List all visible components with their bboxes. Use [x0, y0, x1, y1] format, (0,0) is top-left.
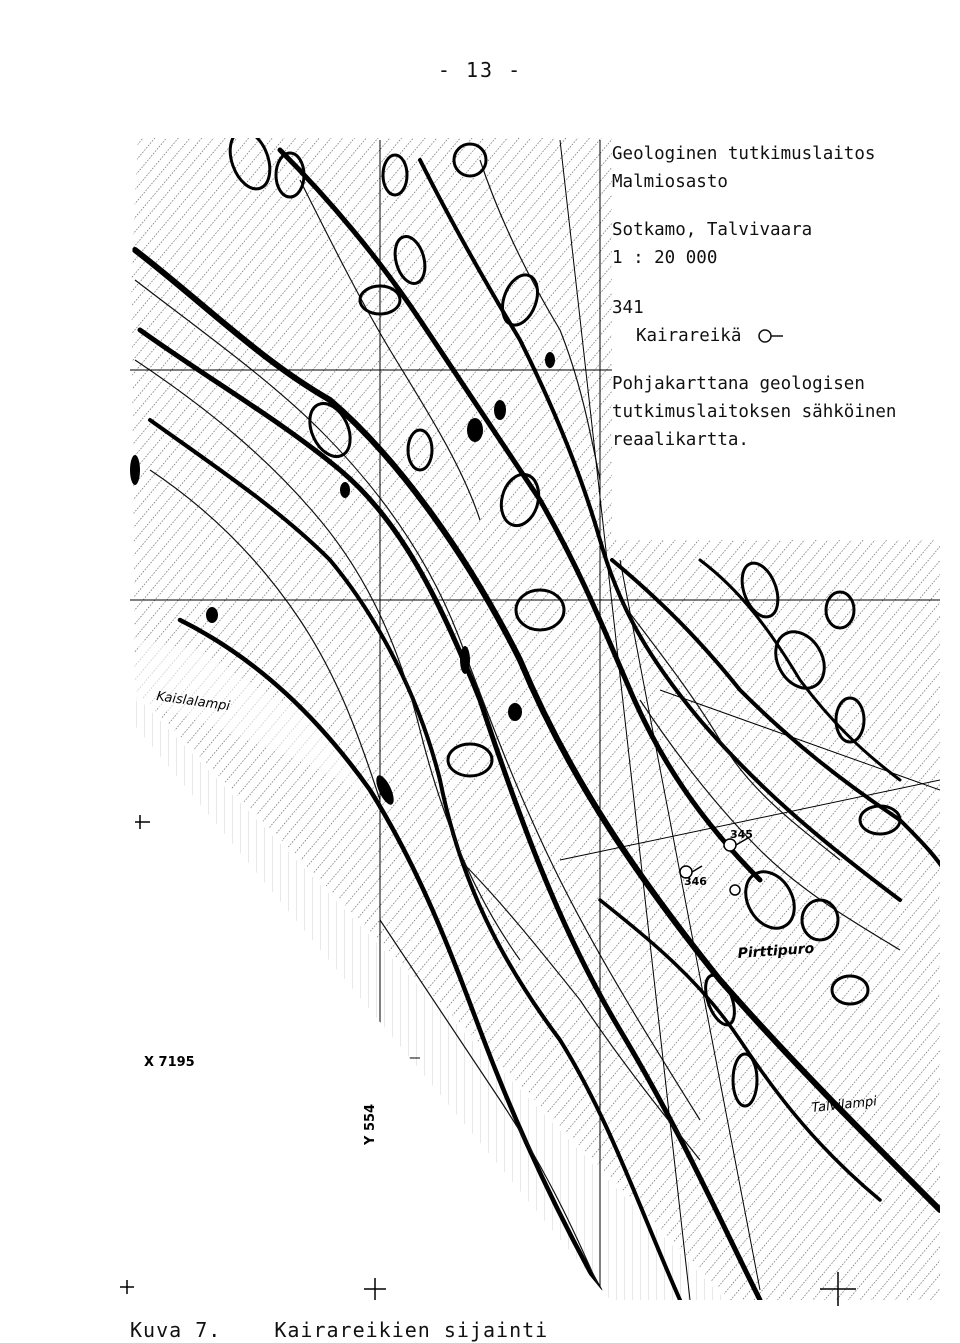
- drillhole-label-346: 346: [684, 875, 707, 888]
- legend-scale: 1 : 20 000: [612, 248, 718, 268]
- figure-caption-label: Kuva 7.: [130, 1318, 222, 1342]
- drillhole-label-345: 345: [730, 828, 753, 841]
- figure-caption: [130, 1318, 548, 1342]
- legend-department: Malmiosasto: [612, 172, 728, 192]
- legend-basemap-line-2: tutkimuslaitoksen sähköinen: [612, 402, 897, 422]
- legend-drillhole-row: [612, 322, 958, 350]
- legend-drillhole-label: Kairareikä: [636, 326, 742, 346]
- legend-map-sheet: 341: [612, 298, 644, 318]
- lake-label-kaislalampi: Kaislalampi: [155, 689, 231, 715]
- legend-institution: Geologinen tutkimuslaitos: [612, 144, 876, 164]
- grid-label-y: Y 554: [363, 1103, 378, 1145]
- legend-basemap-line-3: reaalikartta.: [612, 430, 749, 450]
- figure-caption-text: Kairareikien sijainti: [274, 1318, 549, 1342]
- drillhole-symbol-icon: [758, 328, 784, 344]
- legend-basemap-line-1: Pohjakarttana geologisen: [612, 374, 865, 394]
- lake-label-talvilampi: Talvilampi: [810, 1094, 878, 1116]
- map-legend: [612, 140, 958, 454]
- grid-label-x: X 7195: [144, 1055, 195, 1070]
- legend-location: Sotkamo, Talvivaara: [612, 220, 813, 240]
- page-number: - 13 -: [437, 58, 523, 82]
- lake-label-pirttipuro: Pirttipuro: [737, 940, 815, 962]
